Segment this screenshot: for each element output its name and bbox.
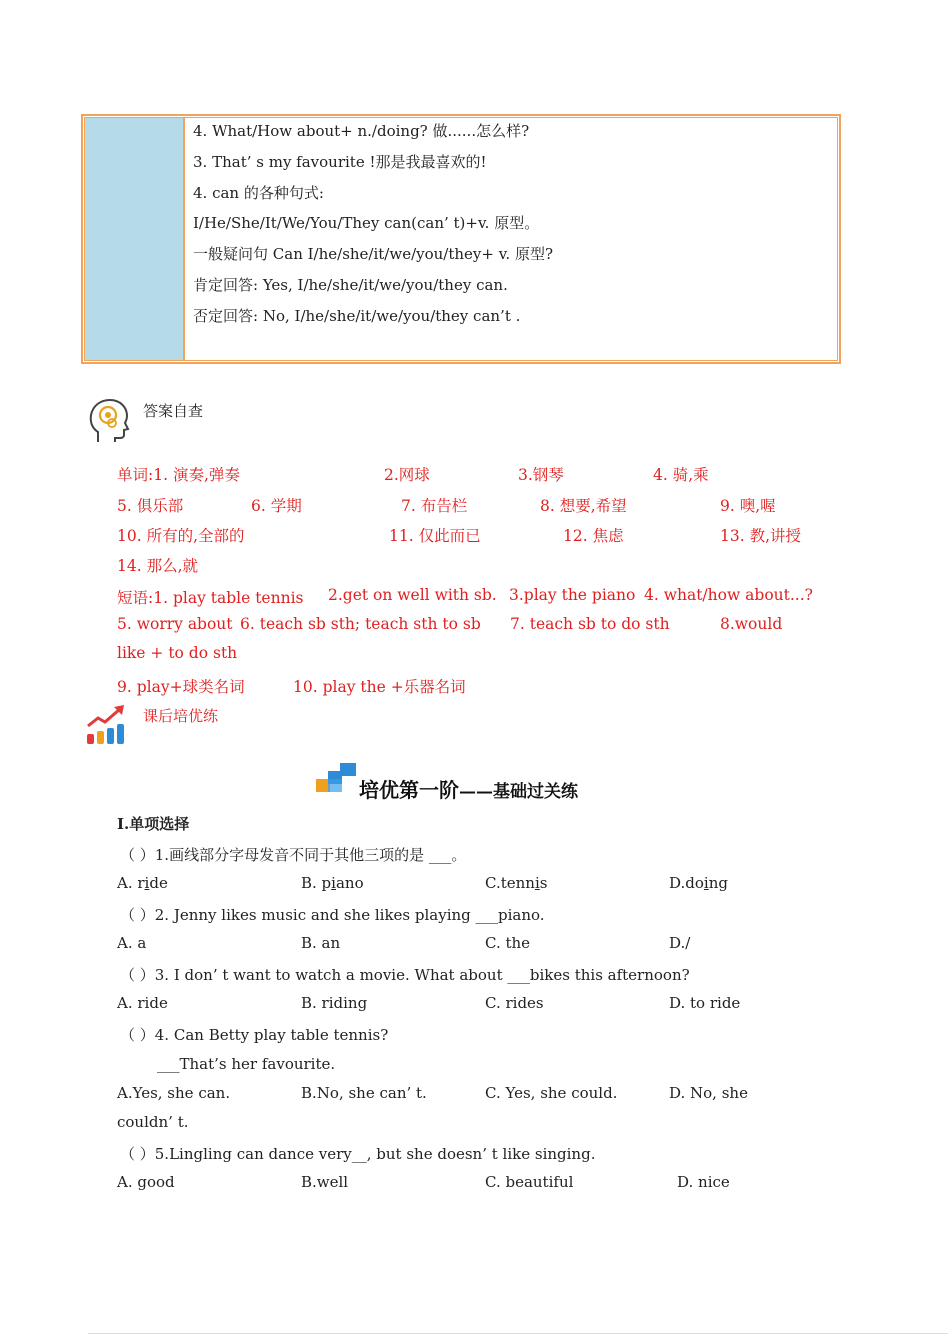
option-a: A. a [117,934,147,952]
answer-word: 6. 学期 [251,497,302,515]
answer-word: 3.钢琴 [518,466,564,484]
answer-phrase: 2.get on well with sb. [328,586,497,604]
answer-word: 8. 想要,希望 [540,497,627,515]
option-d-wrap: couldn’ t. [117,1113,189,1131]
after-class-title: 课后培优练 [143,707,219,725]
answer-word: 4. 骑,乘 [653,466,709,484]
answer-phrase: 9. play+球类名词 [117,678,245,696]
answer-word: 单词:1. 演奏,弹奏 [117,466,240,484]
option-b: B. an [301,934,341,952]
option-d: D. to ride [669,994,741,1012]
answer-phrase: 6. teach sb sth; teach sth to sb [240,615,481,633]
answer-word: 7. 布告栏 [401,497,468,515]
answer-word: 12. 焦虑 [563,527,624,545]
answer-phrase: 10. play the +乐器名词 [293,678,466,696]
grammar-line: 否定回答: No, I/he/she/it/we/you/they can’t . [193,307,521,325]
answer-phrase: 短语:1. play table tennis [117,589,304,607]
growth-chart-icon [86,704,128,750]
option-a: A. ride [117,994,168,1012]
option-a: A.Yes, she can. [117,1084,231,1102]
grammar-line: 一般疑问句 Can I/he/she/it/we/you/they+ v. 原型? [193,245,553,263]
answer-word: 5. 俱乐部 [117,497,184,515]
answer-word: 9. 噢,喔 [720,497,776,515]
answer-phrase: 7. teach sb to do sth [510,615,670,633]
grammar-box-divider [183,118,185,360]
answer-phrase: 4. what/how about...? [644,586,813,604]
option-c: C.tennis [485,874,548,892]
question-stem: （ ）1.画线部分字母发音不同于其他三项的是 ___。 [120,846,467,864]
answer-word: 10. 所有的,全部的 [117,527,245,545]
option-a: A. good [117,1173,175,1191]
option-d: D.doing [669,874,728,892]
grammar-line: 3. That’ s my favourite !那是我最喜欢的! [193,153,487,171]
option-b: B. piano [301,874,364,892]
question-stem: （ ）3. I don’ t want to watch a movie. What about ___bikes this afternoon? [120,966,690,984]
section-heading: Ⅰ.单项选择 [117,815,190,833]
grammar-line: 4. What/How about+ n./doing? 做......怎么样? [193,122,530,140]
answer-word: 2.网球 [384,466,430,484]
answer-phrase: 8.would [720,615,783,633]
answer-phrase: 5. worry about [117,615,233,633]
question-stem-line2: ___That’s her favourite. [157,1055,336,1073]
option-b: B.No, she can’ t. [301,1084,427,1102]
answer-word: 13. 教,讲授 [720,527,802,545]
stairs-icon [316,763,358,799]
answer-check-title: 答案自查 [143,402,204,420]
answer-word: 11. 仅此而已 [389,527,481,545]
option-d: D. No, she [669,1084,748,1102]
grammar-box-sidebar [85,118,183,360]
option-d: D. nice [677,1173,730,1191]
level-title: 培优第一阶——基础过关练 [359,778,578,802]
option-c: C. beautiful [485,1173,574,1191]
option-b: B. riding [301,994,368,1012]
option-a: A. ride [117,874,168,892]
option-b: B.well [301,1173,349,1191]
option-c: C. Yes, she could. [485,1084,618,1102]
question-stem: （ ）5.Lingling can dance very__, but she doesn’ t like singing. [120,1145,596,1163]
answer-word: 14. 那么,就 [117,557,199,575]
head-gears-icon [88,398,130,448]
grammar-line: 4. can 的各种句式: [193,184,324,202]
question-stem: （ ）2. Jenny likes music and she likes playing ___piano. [120,906,545,924]
option-c: C. rides [485,994,544,1012]
question-stem: （ ）4. Can Betty play table tennis? [120,1026,389,1044]
page-bottom-divider [88,1333,948,1334]
grammar-line: 肯定回答: Yes, I/he/she/it/we/you/they can. [193,276,508,294]
answer-phrase: like + to do sth [117,644,238,662]
answer-phrase: 3.play the piano [509,586,636,604]
grammar-line: I/He/She/It/We/You/They can(can’ t)+v. 原型。 [193,214,540,232]
option-c: C. the [485,934,531,952]
option-d: D./ [669,934,691,952]
